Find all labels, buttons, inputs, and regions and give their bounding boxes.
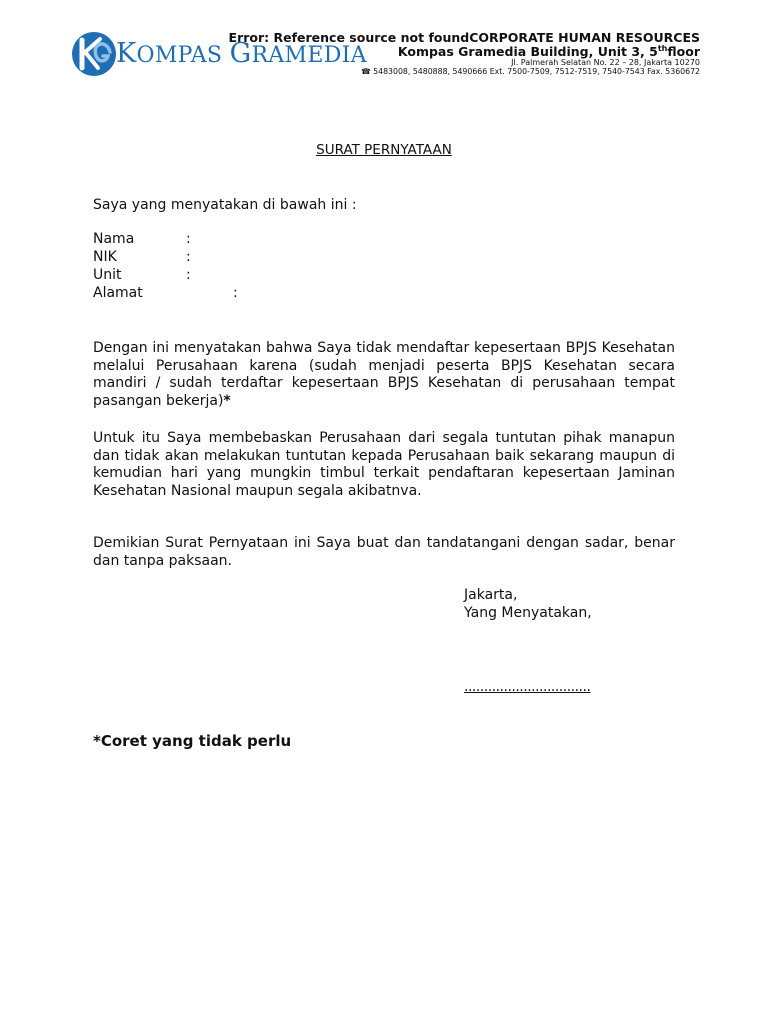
brand-name: KOMPAS GRAMEDIA — [116, 38, 367, 69]
field-label-nama: Nama — [93, 231, 135, 247]
header-building-line: Kompas Gramedia Building, Unit 3, 5thfloor — [397, 44, 700, 60]
footnote: *Coret yang tidak perlu — [93, 732, 292, 750]
field-colon: : — [186, 231, 191, 247]
field-label-nik: NIK — [93, 249, 117, 265]
document-title: SURAT PERNYATAAN — [316, 142, 452, 158]
intro-text: Saya yang menyatakan di bawah ini : — [93, 197, 357, 213]
header-address-line: Jl. Palmerah Selatan No. 22 – 28, Jakarta 10270 — [511, 58, 700, 67]
kg-logo-icon — [70, 30, 118, 78]
header-phone-line: ☎ 5483008, 5480888, 5490666 Ext. 7500-7509, 7512-7519, 7540-7543 Fax. 5360672 — [360, 67, 700, 76]
paragraph-release: Untuk itu Saya membebaskan Perusahaan dari segala tuntutan pihak manapun dan tidak akan melakukan tuntutan kepada Perusahaan baik sekarang maupun di kemudian hari yang mungkin timbul terkait pendaftaran kepesertaan Jaminan Kesehatan Nasional maupun segala akibatnva. — [93, 430, 675, 499]
signature-place: Jakarta, — [464, 587, 518, 603]
field-label-unit: Unit — [93, 267, 122, 283]
paragraph-closing: Demikian Surat Pernyataan ini Saya buat dan tandatangani dengan sadar, benar dan tanpa paksaan. — [93, 535, 675, 569]
field-colon: : — [186, 267, 191, 283]
field-label-alamat: Alamat — [93, 285, 143, 301]
field-colon: : — [233, 285, 238, 301]
paragraph-statement: Dengan ini menyatakan bahwa Saya tidak mendaftar kepesertaan BPJS Kesehatan melalui Perusahaan karena (sudah menjadi peserta BPJS Kesehatan secara mandiri / sudah terdaftar kepesertaan BPJS Kesehatan di perusahaan tempat pasangan bekerja)* — [93, 340, 675, 409]
field-colon: : — [186, 249, 191, 265]
signature-caption: Yang Menyatakan, — [464, 605, 592, 621]
header-title-line: Error: Reference source not foundCORPORATE HUMAN RESOURCES — [228, 30, 700, 45]
signature-line: ................................ — [464, 679, 591, 695]
